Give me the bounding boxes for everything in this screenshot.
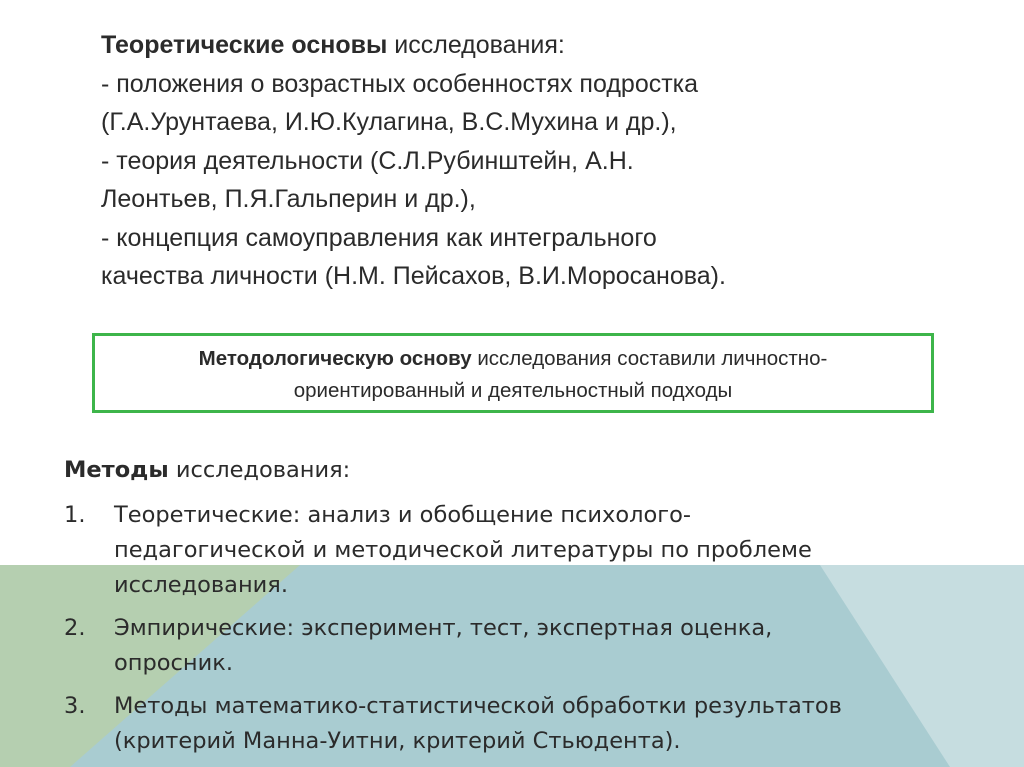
method-line: педагогической и методической литературы по проблеме bbox=[114, 537, 812, 563]
method-line: опросник. bbox=[114, 650, 233, 676]
method-item bbox=[64, 611, 964, 681]
methodology-line-2: ориентированный и деятельностный подходы bbox=[293, 379, 733, 402]
theory-line: Леонтьев, П.Я.Гальперин и др.), bbox=[101, 185, 476, 213]
methods-title: Методы исследования: bbox=[64, 457, 351, 483]
research-methods bbox=[64, 452, 964, 767]
method-line: Эмпирические: эксперимент, тест, экспертная оценка, bbox=[114, 615, 773, 641]
method-number: 3. bbox=[64, 693, 86, 719]
methodology-line-1: Методологическую основу исследования составили личностно- bbox=[198, 347, 828, 370]
theory-line: - положения о возрастных особенностях подростка bbox=[101, 69, 699, 98]
method-number: 1. bbox=[64, 502, 86, 528]
method-number: 2. bbox=[64, 615, 86, 641]
method-line: Теоретические: анализ и обобщение психолого- bbox=[114, 502, 691, 528]
theory-heading: Теоретические основы исследования: bbox=[101, 31, 565, 59]
method-line: исследования. bbox=[114, 572, 288, 598]
method-item bbox=[64, 498, 964, 603]
method-line: Методы математико-статистической обработки результатов bbox=[114, 693, 842, 719]
theory-line: - концепция самоуправления как интегрального bbox=[101, 223, 657, 252]
theory-line: - теория деятельности (С.Л.Рубинштейн, А.Н. bbox=[101, 146, 634, 175]
theory-line: качества личности (Н.М. Пейсахов, В.И.Моросанова). bbox=[101, 262, 726, 290]
methodology-box bbox=[92, 333, 934, 413]
theory-line: (Г.А.Урунтаева, И.Ю.Кулагина, В.С.Мухина и др.), bbox=[101, 108, 677, 136]
method-item bbox=[64, 689, 964, 759]
theory-basis-text bbox=[101, 26, 921, 296]
method-line: (критерий Манна-Уитни, критерий Стьюдента). bbox=[114, 728, 681, 754]
